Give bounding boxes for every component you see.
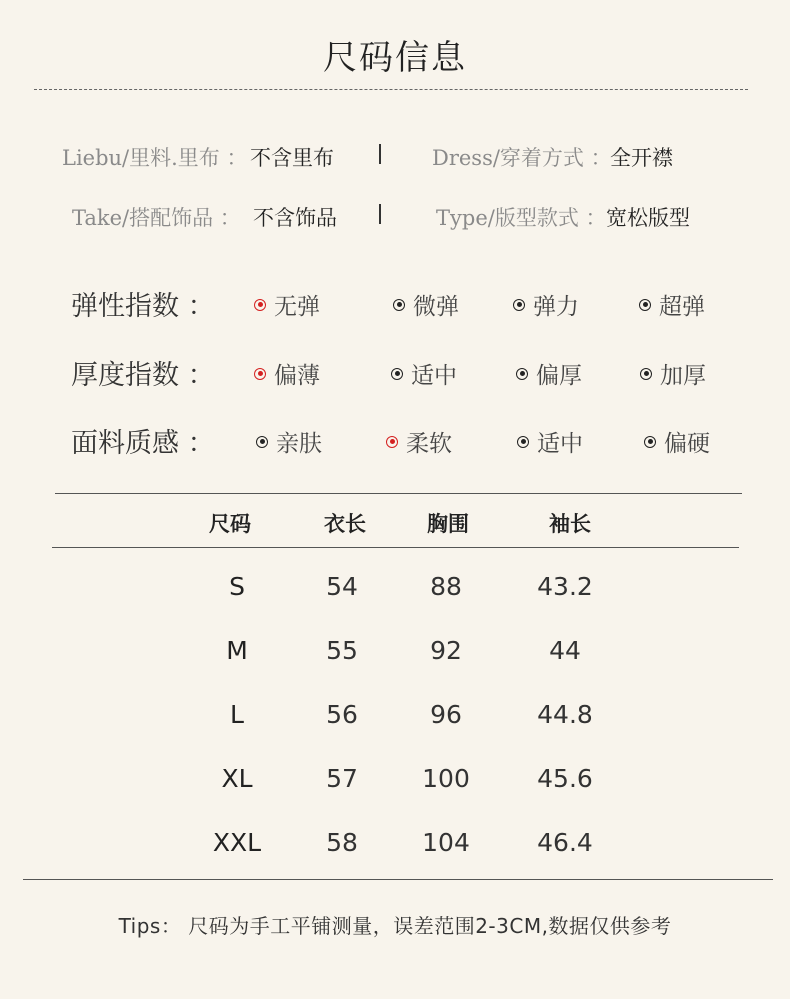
spec-separator	[379, 204, 381, 224]
scale-row-texture	[0, 421, 790, 457]
scale-label: 面料质感 ：	[71, 428, 215, 459]
radio-selected-icon	[254, 299, 266, 311]
option-item: 偏厚	[516, 357, 582, 390]
spec-value: 不含饰品	[253, 206, 337, 230]
scale-row-elasticity	[0, 284, 790, 320]
radio-icon	[639, 299, 651, 311]
title-divider	[34, 89, 748, 90]
cell-chest: 92	[430, 636, 462, 665]
tips-note: Tips： 尺码为手工平铺测量，误差范围2-3CM,数据仅供参考	[118, 914, 672, 938]
option-item: 微弹	[393, 288, 459, 321]
cell-length: 58	[326, 828, 358, 857]
radio-icon	[393, 299, 405, 311]
cell-length: 56	[326, 700, 358, 729]
spec-key: Type/版型款式 ：	[436, 206, 607, 230]
option-item: 偏薄	[254, 357, 320, 390]
cell-size: M	[226, 636, 248, 665]
cell-sleeve: 46.4	[537, 828, 593, 857]
radio-selected-icon	[386, 436, 398, 448]
table-header-sleeve: 袖长	[549, 512, 591, 536]
option-item: 偏硬	[644, 425, 710, 458]
spec-key: Take/搭配饰品 ：	[72, 206, 241, 230]
cell-chest: 96	[430, 700, 462, 729]
scale-label: 厚度指数 ：	[71, 360, 215, 391]
table-bottom-rule	[23, 879, 773, 880]
spec-row-accessories	[0, 202, 790, 232]
option-item: 适中	[391, 357, 457, 390]
radio-icon	[640, 368, 652, 380]
cell-sleeve: 43.2	[537, 572, 593, 601]
table-top-rule	[55, 493, 742, 494]
cell-chest: 88	[430, 572, 462, 601]
radio-icon	[644, 436, 656, 448]
option-item: 超弹	[639, 288, 705, 321]
table-header-chest: 胸围	[427, 512, 469, 536]
scale-label: 弹性指数 ：	[71, 291, 215, 322]
spec-key: Dress/穿着方式 ：	[432, 146, 612, 170]
radio-icon	[391, 368, 403, 380]
spec-separator	[379, 144, 381, 164]
radio-icon	[513, 299, 525, 311]
cell-chest: 100	[422, 764, 470, 793]
option-item: 柔软	[386, 425, 452, 458]
radio-icon	[256, 436, 268, 448]
option-item: 适中	[517, 425, 583, 458]
table-header-size: 尺码	[209, 512, 251, 536]
spec-value: 不含里布	[250, 146, 334, 170]
cell-length: 57	[326, 764, 358, 793]
option-item: 无弹	[254, 288, 320, 321]
spec-row-lining	[0, 142, 790, 172]
spec-key: Liebu/里料.里布 ：	[62, 146, 248, 170]
cell-size: L	[230, 700, 244, 729]
cell-sleeve: 45.6	[537, 764, 593, 793]
option-item: 弹力	[513, 288, 579, 321]
scale-row-thickness	[0, 353, 790, 389]
option-item: 加厚	[640, 357, 706, 390]
cell-size: S	[229, 572, 245, 601]
table-header-length: 衣长	[324, 512, 366, 536]
radio-icon	[516, 368, 528, 380]
spec-value: 宽松版型	[606, 206, 690, 230]
cell-length: 54	[326, 572, 358, 601]
cell-chest: 104	[422, 828, 470, 857]
radio-selected-icon	[254, 368, 266, 380]
cell-length: 55	[326, 636, 358, 665]
table-header-rule	[52, 547, 739, 548]
page-title: 尺码信息	[323, 38, 467, 78]
cell-size: XXL	[212, 828, 262, 857]
radio-icon	[517, 436, 529, 448]
cell-sleeve: 44	[549, 636, 581, 665]
cell-size: XL	[221, 764, 253, 793]
option-item: 亲肤	[256, 425, 322, 458]
spec-value: 全开襟	[610, 146, 673, 170]
cell-sleeve: 44.8	[537, 700, 593, 729]
